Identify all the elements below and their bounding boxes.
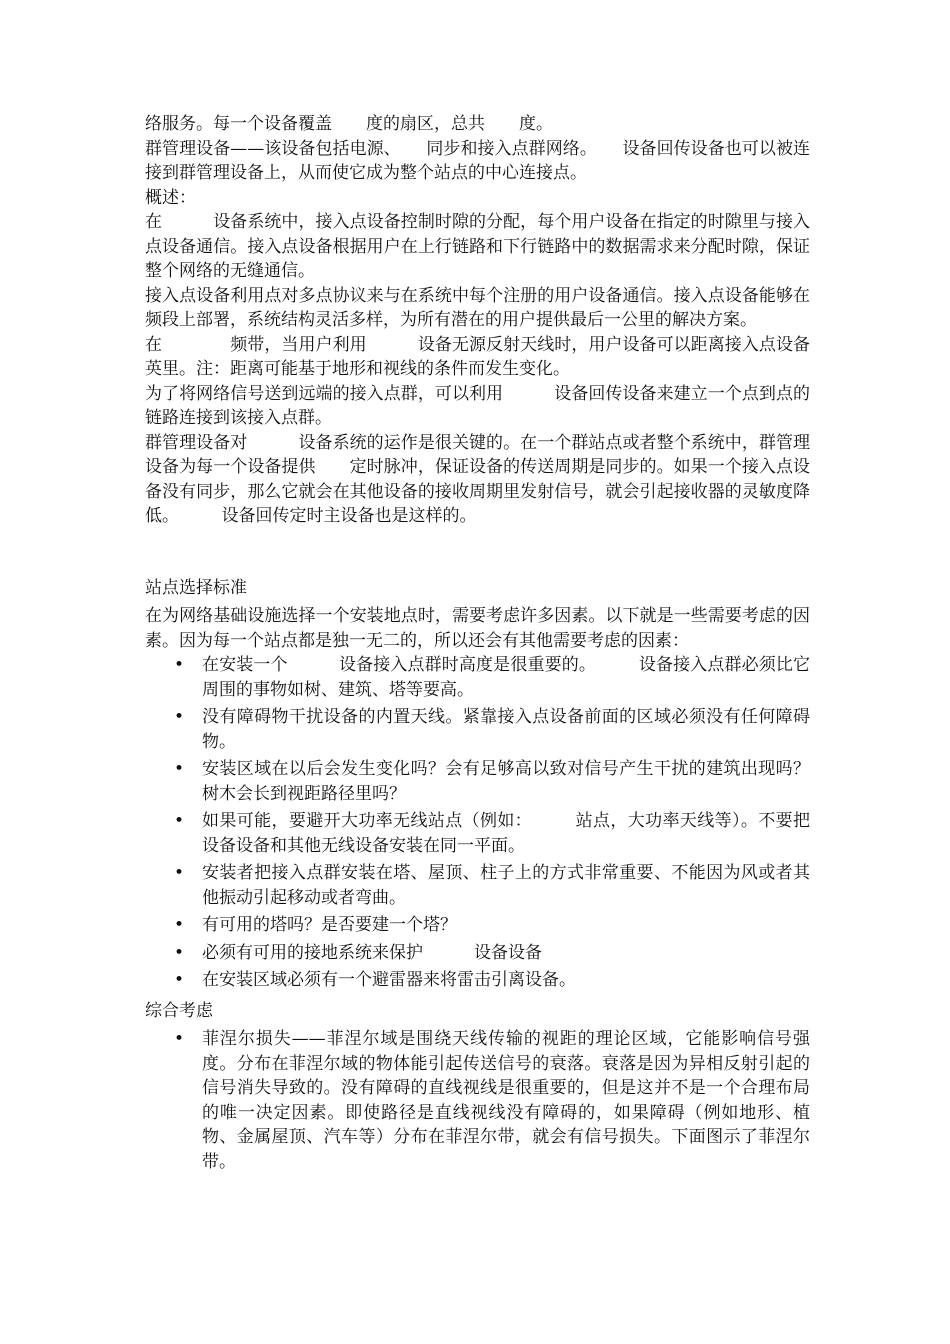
paragraph-point-to-multipoint: 接入点设备利用点对多点协议来与在系统中每个注册的用户设备通信。接入点设备能够在 频段上部署，系统结构灵活多样，为所有潜在的用户提供最后一公里的解决方案。 xyxy=(145,285,878,330)
bullet-icon: • xyxy=(174,811,185,831)
bullet-icon: • xyxy=(174,863,185,883)
bullet-icon: • xyxy=(174,707,185,727)
paragraph-cluster-manager: 群管理设备——该设备包括电源、 同步和接入点群网络。 设备回传设备也可以被连接到群管理设备上，从而使它成为整个站点的中心连接点。 xyxy=(145,138,810,183)
paragraph-backhaul: 为了将网络信号送到远端的接入点群，可以利用 设备回传设备来建立一个点到点的链路连接到该接入点群。 xyxy=(145,383,810,428)
section-spacer xyxy=(145,529,810,576)
section-heading-site-selection: 站点选择标准 xyxy=(145,577,247,598)
bullet-icon: • xyxy=(174,970,185,990)
bullet-icon: • xyxy=(174,1029,185,1049)
document-page xyxy=(145,112,878,1177)
list-item: • 安装者把接入点群安装在塔、屋顶、柱子上的方式非常重要、不能因为风或者其他振动引起移动或者弯曲。 xyxy=(174,863,810,908)
site-selection-list xyxy=(145,653,861,993)
site-selection-intro: 在为网络基础设施选择一个安装地点时，需要考虑许多因素。以下就是一些需要考虑的因素。因为每一个站点都是独一无二的，所以还会有其他需要考虑的因素： xyxy=(145,606,810,651)
bullet-icon: • xyxy=(174,942,185,963)
bullet-icon: • xyxy=(174,655,185,675)
list-item: • 如果可能，要避开大功率无线站点（例如： 站点，大功率天线等）。不要把 设备设备和其他无线设备安装在同一平面。 xyxy=(174,811,861,856)
list-item: • 在安装一个 设备接入点群时高度是很重要的。 设备接入点群必须比它周围的事物如树、建筑、塔等要高。 xyxy=(174,655,810,700)
paragraph-timeslot: 在 设备系统中，接入点设备控制时隙的分配，每个用户设备在指定的时隙里与接入点设备通信。接入点设备根据用户在上行链路和下行链路中的数据需求来分配时隙，保证整个网络的无缝通信。 xyxy=(145,212,810,281)
general-list xyxy=(145,1027,810,1174)
list-item: • 菲涅尔损失——菲涅尔域是围绕天线传输的视距的理论区域，它能影响信号强度。分布在菲涅尔域的物体能引起传送信号的衰落。衰落是因为异相反射引起的信号消失导致的。没有障碍的直线视线是很重要的，但是这并不是一个合理布局的唯一决定因素。即使路径是直线视线没有障碍的，如果障碍（例如地形、植物、金属屋顶、汽车等）分布在菲涅尔带，就会有信号损失。下面图示了菲涅尔带。 xyxy=(174,1029,810,1172)
bullet-icon: • xyxy=(174,915,185,935)
section-heading-general: 综合考虑 xyxy=(145,1000,213,1021)
bullet-icon: • xyxy=(174,759,185,779)
list-item: • 必须有可用的接地系统来保护 设备设备 xyxy=(145,941,810,966)
paragraph-sync: 群管理设备对 设备系统的运作是很关键的。在一个群站点或者整个系统中，群管理设备为每一个设备提供 定时脉冲，保证设备的传送周期是同步的。如果一个接入点设备没有同步，那么它就会在其他设备的接收周期里发射信号，就会引起接收器的灵敏度降低。 设备回传定时主设备也是这样的。 xyxy=(145,432,810,526)
list-item: • 安装区域在以后会发生变化吗？会有足够高以致对信号产生干扰的建筑出现吗？树木会长到视距路径里吗？ xyxy=(174,759,810,804)
paragraph-continuation: 络服务。每一个设备覆盖 度的扇区，总共 度。 xyxy=(145,114,553,134)
list-item: • 有可用的塔吗？是否要建一个塔？ xyxy=(145,913,810,938)
list-item: • 没有障碍物干扰设备的内置天线。紧靠接入点设备前面的区域必须没有任何障碍物。 xyxy=(174,707,810,752)
overview-label: 概述： xyxy=(145,187,196,208)
list-item: • 在安装区域必须有一个避雷器来将雷击引离设备。 xyxy=(145,968,810,993)
paragraph-band-distance: 在 频带，当用户利用 设备无源反射天线时，用户设备可以距离接入点设备 英里。注：距离可能基于地形和视线的条件而发生变化。 xyxy=(145,334,827,379)
